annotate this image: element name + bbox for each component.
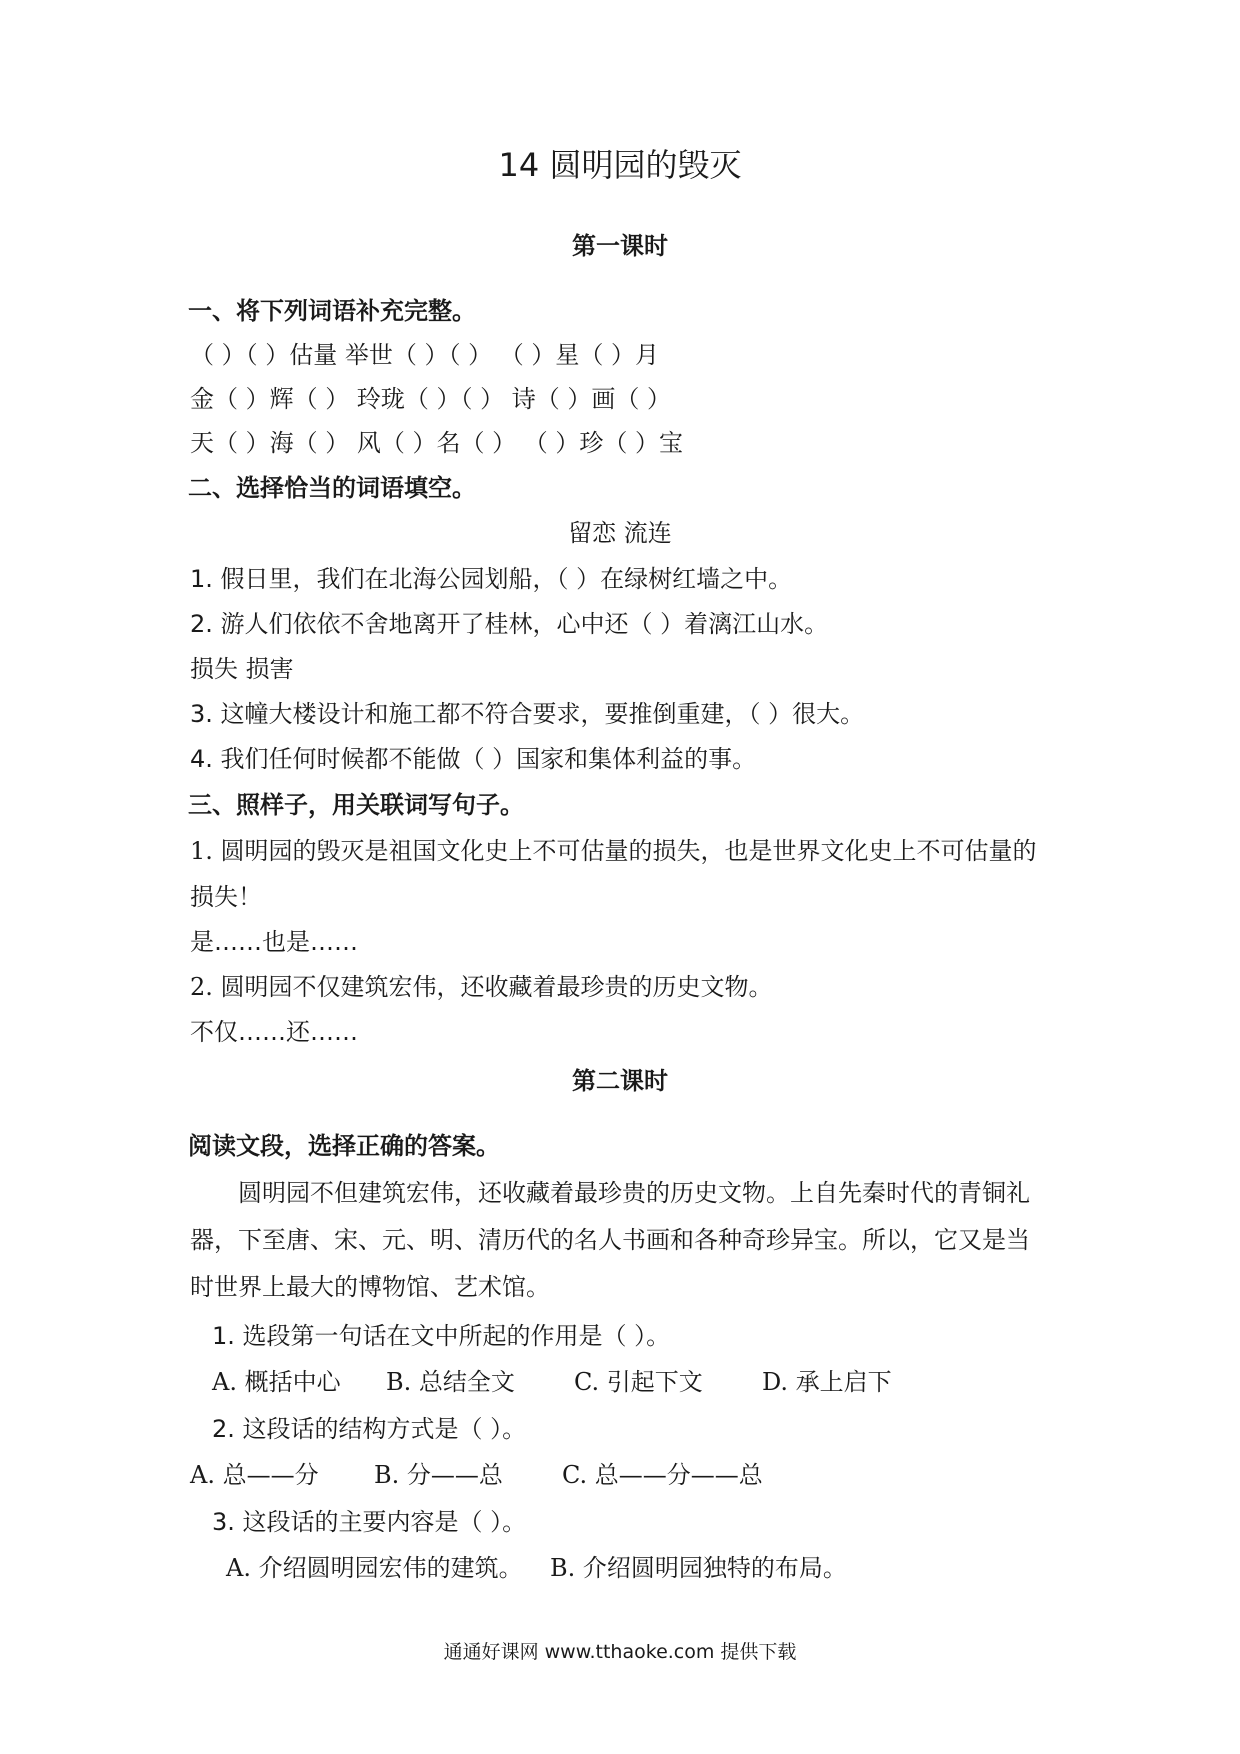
q1-row: （ ）（ ）估量 举世（ ）（ ） （ ）星（ ）月 [190,341,660,369]
option-b: B. 分——总 [374,1461,503,1489]
q2-heading: 二、选择恰当的词语填空。 [188,474,476,502]
q2-item: 1. 假日里，我们在北海公园划船，（ ）在绿树红墙之中。 [190,565,793,593]
footer-credit: 通通好课网 www.tthaoke.com 提供下载 [443,1641,797,1663]
q1-row: 天（ ）海（ ） 风（ ）名（ ） （ ）珍（ ）宝 [190,429,684,457]
option-d: D. 承上启下 [762,1368,892,1396]
q3-pattern: 是……也是…… [190,928,358,956]
option-a: A. 介绍圆明园宏伟的建筑。 [226,1554,523,1582]
lesson1-heading: 第一课时 [572,232,668,260]
q3-item-cont: 损失！ [190,883,262,911]
passage-line: 器，下至唐、宋、元、明、清历代的名人书画和各种奇珍异宝。所以，它又是当 [190,1226,1030,1254]
option-c: C. 引起下文 [574,1368,703,1396]
q3-pattern: 不仅……还…… [190,1018,358,1046]
q2-item: 3. 这幢大楼设计和施工都不符合要求，要推倒重建，（ ）很大。 [190,700,865,728]
option-b: B. 介绍圆明园独特的布局。 [550,1554,847,1582]
reading-question: 2. 这段话的结构方式是（ ）。 [212,1415,527,1443]
passage-line: 时世界上最大的博物馆、艺术馆。 [190,1273,550,1301]
q3-heading: 三、照样子，用关联词写句子。 [188,791,524,819]
lesson2-heading: 第二课时 [572,1067,668,1095]
q1-heading: 一、将下列词语补充完整。 [188,297,476,325]
option-c: C. 总——分——总 [562,1461,763,1489]
q2-item: 4. 我们任何时候都不能做（ ）国家和集体利益的事。 [190,745,757,773]
q2-word-pair: 留恋 流连 [568,519,672,547]
reading-question: 1. 选段第一句话在文中所起的作用是（ ）。 [212,1322,671,1350]
q1-row: 金（ ）辉（ ） 玲珑（ ）（ ） 诗（ ）画（ ） [190,385,672,413]
q2-item: 2. 游人们依依不舍地离开了桂林，心中还（ ）着漓江山水。 [190,610,829,638]
reading-instruction: 阅读文段，选择正确的答案。 [188,1132,500,1160]
option-b: B. 总结全文 [386,1368,515,1396]
option-a: A. 总——分 [190,1461,319,1489]
reading-question: 3. 这段话的主要内容是（ ）。 [212,1508,527,1536]
passage-line: 圆明园不但建筑宏伟，还收藏着最珍贵的历史文物。上自先秦时代的青铜礼 [238,1179,1030,1207]
page-title: 14 圆明园的毁灭 [498,146,742,184]
q3-item: 2. 圆明园不仅建筑宏伟，还收藏着最珍贵的历史文物。 [190,973,773,1001]
q2-word-pair: 损失 损害 [190,655,294,683]
q3-item: 1. 圆明园的毁灭是祖国文化史上不可估量的损失，也是世界文化史上不可估量的 [190,837,1037,865]
option-a: A. 概括中心 [212,1368,341,1396]
